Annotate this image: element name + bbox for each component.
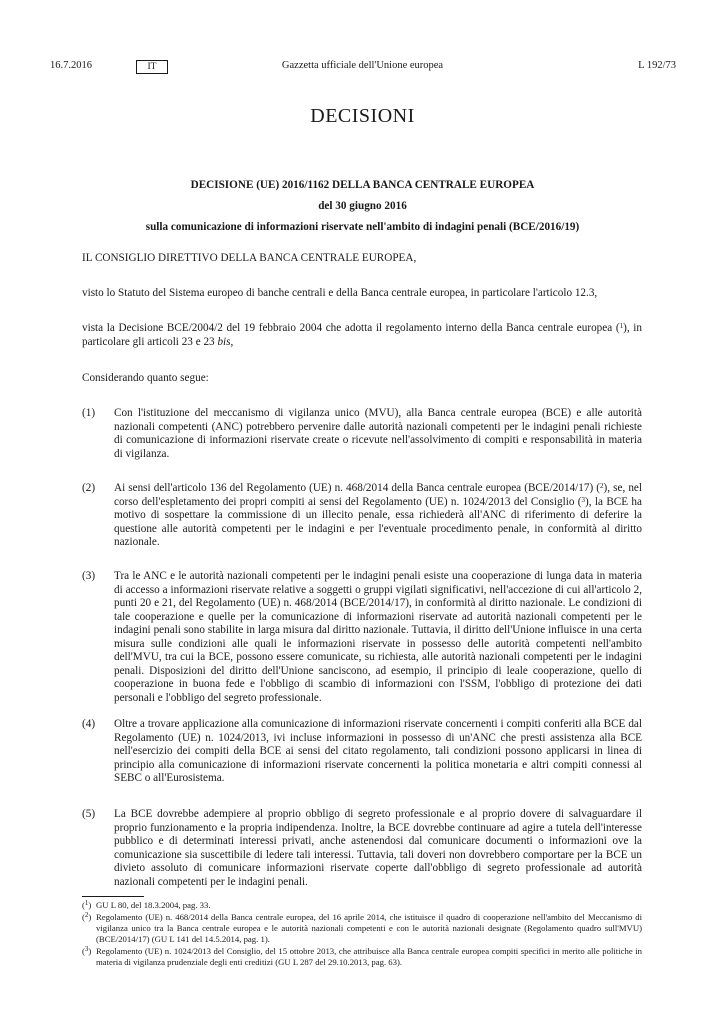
footnote-ref-1: 1 [619, 322, 624, 330]
decision-number: DECISIONE (UE) 2016/1162 DELLA BANCA CENTRALE EUROPEA [190, 179, 535, 191]
recital-3 [82, 570, 642, 705]
recital-number: (5) [82, 808, 96, 820]
recital-number: (3) [82, 570, 96, 582]
recital-5 [82, 808, 642, 889]
council-line: IL CONSIGLIO DIRETTIVO DELLA BANCA CENTRALE EUROPEA, [82, 252, 417, 264]
recital-1 [82, 407, 642, 461]
decision-title [0, 175, 725, 238]
recital-2 [82, 482, 642, 550]
citation-statute: visto lo Statuto del Sistema europeo di banche centrali e della Banca centrale europea, in particolare l'articolo 12.3, [82, 287, 598, 299]
recital-text: Oltre a trovare applicazione alla comunicazione di informazioni riservate concernenti i compiti conferiti alla BCE dal Regolamento (UE) n. 1024/2013, ivi incluse informazioni in possesso di un'ANC che presti assistenza alla BCE nell'esercizio dei compiti della BCE ai sensi del citato regolamento, tali condizioni possono applicarsi in linea di principio alla comunicazione di informazioni riservate concernenti la politica monetaria e altri compiti connessi al SEBC o all'Eurosistema. [114, 718, 642, 784]
page-reference: L 192/73 [638, 60, 676, 71]
footnote-divider [82, 896, 144, 897]
section-title: DECISIONI [310, 105, 415, 127]
decision-subject: sulla comunicazione di informazioni riservate nell'ambito di indagini penali (BCE/2016/19) [145, 221, 580, 233]
recital-number: (1) [82, 407, 96, 419]
recital-text: Ai sensi dell'articolo 136 del Regolamento (UE) n. 468/2014 della Banca centrale europea (BCE/2014/17) ($^2$), se, nel corso dell'espletamento dei propri compiti ai sensi del Regolamento (UE) n. 1024/2013 del Consiglio ($^3$), la BCE ha motivo di sospettare la commissione di un illecito penale, essa richiederà all'ANC di riferimento di deferire la questione alle autorità competenti per le indagini e per l'eventuale procedimento penale, in conformità al diritto nazionale. [114, 482, 642, 548]
footnote-ref-3: 3 [581, 495, 586, 504]
citation-decision: vista la Decisione BCE/2004/2 del 19 febbraio 2004 che adotta il regolamento interno della Banca centrale europea ($^1$), in particolare gli articoli 23 e 23 bis, [82, 322, 642, 348]
recital-4 [82, 718, 642, 786]
recital-text: La BCE dovrebbe adempiere al proprio obbligo di segreto professionale e al proprio dovere di salvaguardare il proprio funzionamento e la propria indipendenza. Inoltre, la BCE dovrebbe continuare ad agire a tutela dell'interesse pubblico e di determinati interessi privati, anche astenendosi dal comunicare documenti o informazioni ove la comunicazione sia suscettibile di ledere tali interessi. Tuttavia, tali doveri non dovrebbero comportare per la BCE un divieto assoluto di comunicare informazioni riservate coperte dall'obbligo di segreto professionale ad autorità nazionali competenti per le indagini penali. [114, 808, 642, 888]
footnote-2: ($^2$) Regolamento (UE) n. 468/2014 della Banca centrale europea, del 16 aprile 2014, che istituisce il quadro di cooperazione nell'ambito del Meccanismo di vigilanza unico tra la Banca centrale europea e le autorità nazionali competenti e con le autorità nazionali designate (Regolamento quadro sull'MVU) (BCE/2014/17) (GU L 141 del 14.5.2014, pag. 1). [82, 911, 642, 944]
recital-number: (2) [82, 482, 96, 494]
language-badge: IT [136, 60, 168, 74]
decision-date: del 30 giugno 2016 [318, 200, 407, 212]
considerando-line: Considerando quanto segue: [82, 372, 209, 384]
footnote-3: ($^3$) Regolamento (UE) n. 1024/2013 del Consiglio, del 15 ottobre 2013, che attribuisce alla Banca centrale europea compiti specifici in merito alle politiche in materia di vigilanza prudenziale degli enti creditizi (GU L 287 del 29.10.2013, pag. 63). [82, 945, 642, 967]
gazette-title: Gazzetta ufficiale dell'Unione europea [281, 60, 444, 71]
recital-number: (4) [82, 718, 96, 730]
publication-date: 16.7.2016 [50, 60, 92, 71]
footnotes [82, 900, 642, 969]
footnote-1: ($^1$) GU L 80, del 18.3.2004, pag. 33. [82, 899, 211, 910]
footnote-ref-2: 2 [600, 482, 604, 490]
page-header [0, 60, 725, 76]
recital-text: Con l'istituzione del meccanismo di vigilanza unico (MVU), alla Banca centrale europea (BCE) e alle autorità nazionali competenti (ANC) potrebbero pervenire dalle autorità nazionali competenti per le indagini penali richieste di comunicazione di informazioni riservate create o ricevute nell'assolvimento di compiti e responsabilità in materia di vigilanza. [114, 407, 642, 460]
recital-text: Tra le ANC e le autorità nazionali competenti per le indagini penali esiste una cooperazione di lunga data in materia di accesso a informazioni riservate relative a soggetti o gruppi vigilati significativi, nell'accezione di cui all'articolo 2, punti 20 e 21, del Regolamento (UE) n. 468/2014 (BCE/2014/17), in conformità al diritto nazionale. Le condizioni di tale cooperazione e quelle per la comunicazione di informazioni riservate ad autorità nazionali competenti per le indagini penali sono stabilite in larga misura dal diritto nazionale. Tuttavia, il diritto dell'Unione influisce in una certa misura sulle condizioni alle quali le informazioni riservate in possesso delle autorità competenti nell'ambito dell'MVU, tra cui la BCE, possono essere comunicate, su richiesta, alle autorità nazionali competenti per le indagini penali. Disposizioni del diritto dell'Unione sanciscono, ad esempio, il principio di leale cooperazione, quello di cooperazione in buona fede e l'obbligo di scambio di informazioni con l'SSM, l'obbligo di protezione dei dati personali e l'obbligo del segreto professionale. [114, 570, 642, 704]
